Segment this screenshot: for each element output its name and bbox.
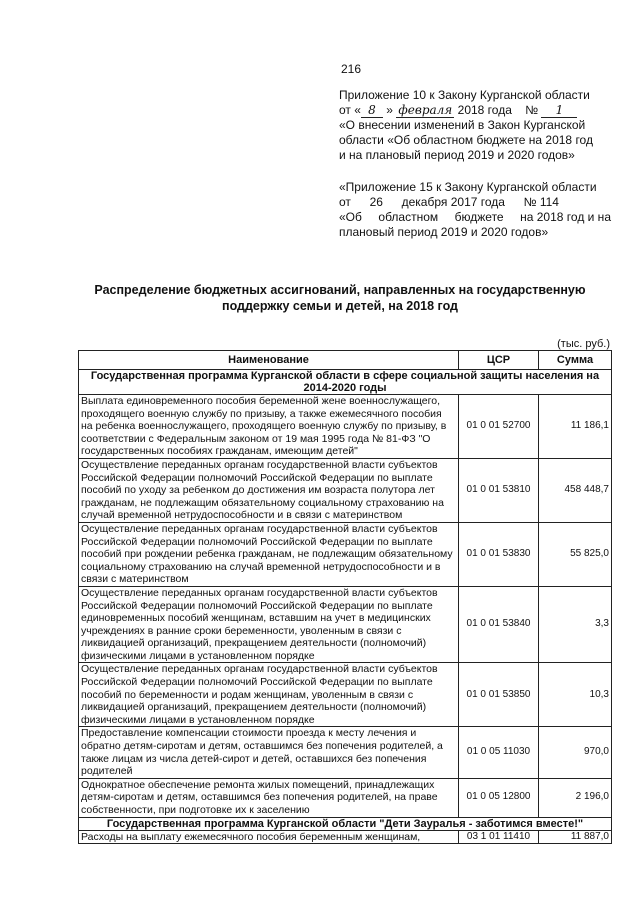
row-csr: 01 0 01 53810 (459, 458, 539, 522)
appendix-10-line1: Приложение 10 к Закону Курганской области (339, 88, 590, 102)
row-name: Расходы на выплату ежемесячного пособия беременным женщинам, (79, 830, 459, 844)
page-number: 216 (341, 62, 362, 76)
section-title: Государственная программа Курганской области в сфере социальной защиты населения на 2014-2020 годы (79, 370, 612, 395)
units-label: (тыс. руб.) (557, 338, 610, 350)
handwritten-number: 1 (541, 104, 577, 118)
appendix-10-header (339, 88, 611, 163)
header-sum: Сумма (539, 351, 612, 370)
row-name: Выплата единовременного пособия беременной жене военнослужащего, проходящего военную службу по призыву, а также ежемесячного пособия на ребенка военнослужащего, проходящего военную службу по призыву, в соответствии с Федеральным законом от 19 мая 1995 года № 81-ФЗ "О государственных пособиях гражданам, имеющим детей" (79, 395, 459, 459)
row-name: Предоставление компенсации стоимости проезда к месту лечения и обратно детям-сиротам и детям, оставшимся без попечения родителей, а также лицам из числа детей-сирот и детей, оставшихся без попечения родителей (79, 727, 459, 778)
budget-table (78, 350, 612, 844)
document-title: Распределение бюджетных ассигнований, направленных на государственную поддержку семьи и детей, на 2018 год (94, 283, 586, 313)
row-csr: 01 0 05 12800 (459, 778, 539, 817)
appendix-15-line4: плановый период 2019 и 2020 годов» (339, 225, 549, 239)
section-title: Государственная программа Курганской области "Дети Зауралья - заботимся вместе!" (79, 817, 612, 830)
row-sum: 55 825,0 (539, 522, 612, 586)
table-header-row (79, 351, 612, 370)
appendix-15-line2: от 26 декабря 2017 года № 114 (339, 195, 559, 209)
row-sum: 2 196,0 (539, 778, 612, 817)
handwritten-day: 8 (361, 104, 383, 118)
row-csr: 03 1 01 11410 (459, 830, 539, 844)
row-name: Осуществление переданных органам государственной власти субъектов Российской Федерации полномочий Российской Федерации по выплате пособий по беременности и родам женщинам, уволенным в связи с ликвидацией организаций, прекращением деятельности (полномочий) физическими лицами в установленном порядке (79, 663, 459, 727)
appendix-10-line3: «О внесении изменений в Закон Курганской (339, 118, 586, 132)
row-sum: 3,3 (539, 586, 612, 663)
row-sum: 10,3 (539, 663, 612, 727)
row-sum: 11 186,1 (539, 395, 612, 459)
table-row (79, 586, 612, 663)
row-csr: 01 0 01 53830 (459, 522, 539, 586)
row-csr: 01 0 05 11030 (459, 727, 539, 778)
table-row (79, 522, 612, 586)
row-name: Осуществление переданных органам государственной власти субъектов Российской Федерации полномочий Российской Федерации по выплате пособий при рождении ребенка гражданам, не подлежащим обязательному социальному страхованию на случай временной нетрудоспособности и в связи с материнством (79, 522, 459, 586)
row-csr: 01 0 01 52700 (459, 395, 539, 459)
row-name: Осуществление переданных органам государственной власти субъектов Российской Федерации полномочий Российской Федерации по выплате пособий по уходу за ребенком до достижения им возраста полутора лет гражданам, не подлежащим обязательному социальному страхованию на случай временной нетрудоспособности и в связи с материнством (79, 458, 459, 522)
row-sum: 970,0 (539, 727, 612, 778)
table-row (79, 778, 612, 817)
row-name: Осуществление переданных органам государственной власти субъектов Российской Федерации полномочий Российской Федерации по выплате единовременных пособий женщинам, вставшим на учет в медицинских учреждениях в ранние сроки беременности, уволенным в связи с ликвидацией организаций, прекращением деятельности (полномочий) физическими лицами в установленном порядке (79, 586, 459, 663)
appendix-15-line3: «Об областном бюджете на 2018 год и на (339, 210, 611, 224)
row-sum: 458 448,7 (539, 458, 612, 522)
header-csr: ЦСР (459, 351, 539, 370)
handwritten-month: февраля (396, 104, 454, 118)
appendix-15-line1: «Приложение 15 к Закону Курганской области (339, 180, 597, 194)
table-section-row (79, 817, 612, 830)
table-row (79, 458, 612, 522)
appendix-10-line5: и на плановый период 2019 и 2020 годов» (339, 148, 575, 162)
row-sum: 11 887,0 (539, 830, 612, 844)
appendix-10-date-line: от « 8 » февраля 2018 года № 1 (339, 103, 611, 118)
row-name: Однократное обеспечение ремонта жилых помещений, принадлежащих детям-сиротам и детям, оставшимся без попечения родителей, на праве собственности, при подготовке их к заселению (79, 778, 459, 817)
header-name: Наименование (79, 351, 459, 370)
row-csr: 01 0 01 53850 (459, 663, 539, 727)
table-section-row (79, 370, 612, 395)
row-csr: 01 0 01 53840 (459, 586, 539, 663)
appendix-10-line4: области «Об областном бюджете на 2018 год (339, 133, 593, 147)
appendix-15-header (339, 180, 611, 240)
table-row (79, 395, 612, 459)
table-row (79, 727, 612, 778)
table-row (79, 663, 612, 727)
table-row (79, 830, 612, 844)
